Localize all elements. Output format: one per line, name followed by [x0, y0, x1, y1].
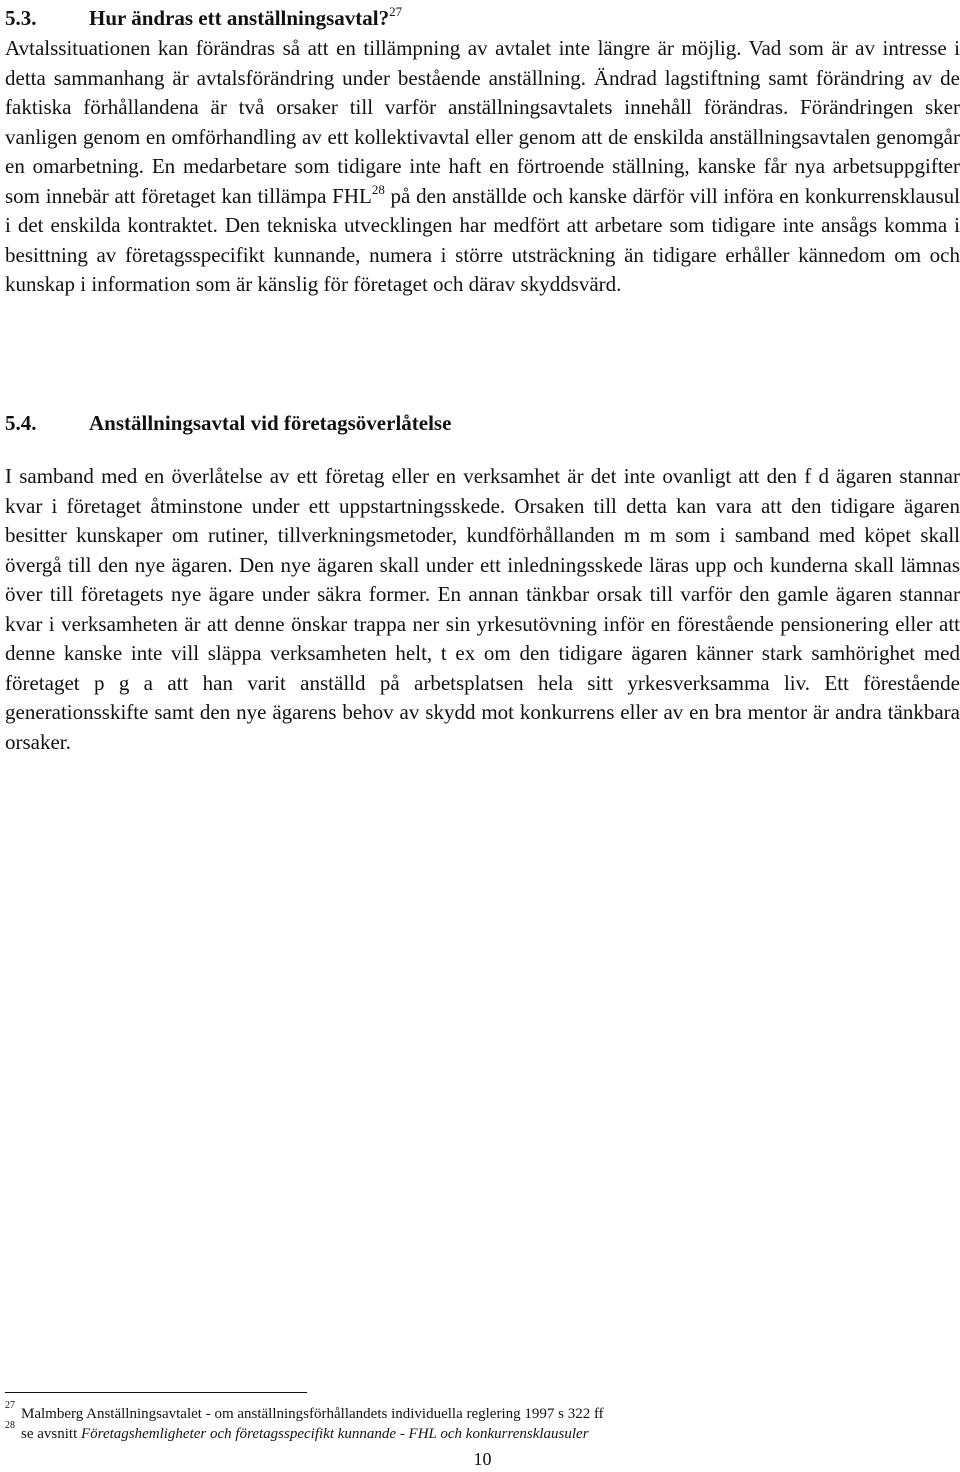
document-page: [5, 0, 960, 1472]
footnotes: [5, 1400, 960, 1444]
section-heading-5-4: [5, 410, 451, 436]
footnote-28: [5, 1420, 960, 1444]
section-number: 5.3.: [5, 6, 37, 30]
section-number: 5.4.: [5, 411, 37, 435]
footnote-marker: 28: [5, 1420, 15, 1431]
paragraph-foretagsoverlatelse: I samband med en överlåtelse av ett företag eller en verksamhet är det inte ovanligt att den f d ägaren stannar kvar i företaget åtminstone under ett uppstartningsskede. Orsaken till detta kan vara att den tidigare ägaren besitter kunskaper om rutiner, tillverkningsmetoder, kundförhållanden m m som i samband med köpet skall övergå till den nye ägaren. Den nye ägaren skall under ett inledningsskede läras upp och kunderna skall lämnas över till företagets nye ägare under säkra former. En annan tänkbar orsak till varför den gamle ägaren stannar kvar i verksamheten är att denne önskar trappa ner sin yrkesutövning inför en förestående pensionering eller att denne kanske inte vill släppa verksamheten helt, t ex om den tidigare ägaren känner stark samhörighet med företaget p g a att han varit anställd på arbetsplatsen hela sitt yrkesverksamma liv. Ett förestående generationsskifte samt den nye ägarens behov av skydd mot konkurrens eller av en bra mentor är andra tänkbara orsaker.: [5, 464, 960, 754]
footnote-italic-title: Företagshemligheter och företagsspecifikt kunnande - FHL och konkurrensklausuler: [81, 1426, 589, 1442]
section-title: Anställningsavtal vid företagsöverlåtelse: [89, 411, 452, 435]
paragraph-text-part-a: Avtalssituationen kan förändras så att en tillämpning av avtalet inte längre är möjlig. Vad som är av intresse i detta sammanhang är avtalsförändring under bestående anställning. Ändrad lagstiftning samt förändring av de faktiska förhållandena är två orsaker till varför anställningsavtalets innehåll förändras. Förändringen sker vanligen genom en omförhandling av ett kollektivavtal eller genom att de enskilda anställningsavtalen genomgår en omarbetning. En medarbetare som tidigare inte haft en förtroende ställning, kanske får nya arbetsuppgifter som innebär att företaget kan tillämpa FHL: [5, 36, 960, 208]
section-heading-5-3: [5, 5, 402, 31]
footnote-separator: [5, 1392, 307, 1393]
footnote-27: [5, 1400, 960, 1424]
paragraph-text-part-b: på den anställde och kanske därför vill införa en konkurrensklausul i det enskilda kontraktet. Den tekniska utvecklingen har medfört att arbetare som tidigare inte ansågs komma i besittning av företagsspecifikt kunnande, numera i större utsträckning än tidigare erhåller kännedom om och kunskap i information som är känslig för företaget och därav skyddsvärd.: [5, 183, 960, 296]
section-title: Hur ändras ett anställningsavtal?: [89, 6, 390, 30]
paragraph-avtalsforandring: [5, 34, 960, 300]
footnote-marker: 27: [5, 1400, 15, 1411]
footnote-text: Malmberg Anställningsavtalet - om anställningsförhållandets individuella reglering 1997 s 322 ff: [21, 1406, 604, 1422]
footnote-prefix: se avsnitt: [21, 1426, 81, 1442]
page-number: 10: [473, 1449, 492, 1469]
footnote-ref-28[interactable]: 28: [371, 181, 385, 197]
footnote-ref-27[interactable]: 27: [389, 4, 403, 19]
